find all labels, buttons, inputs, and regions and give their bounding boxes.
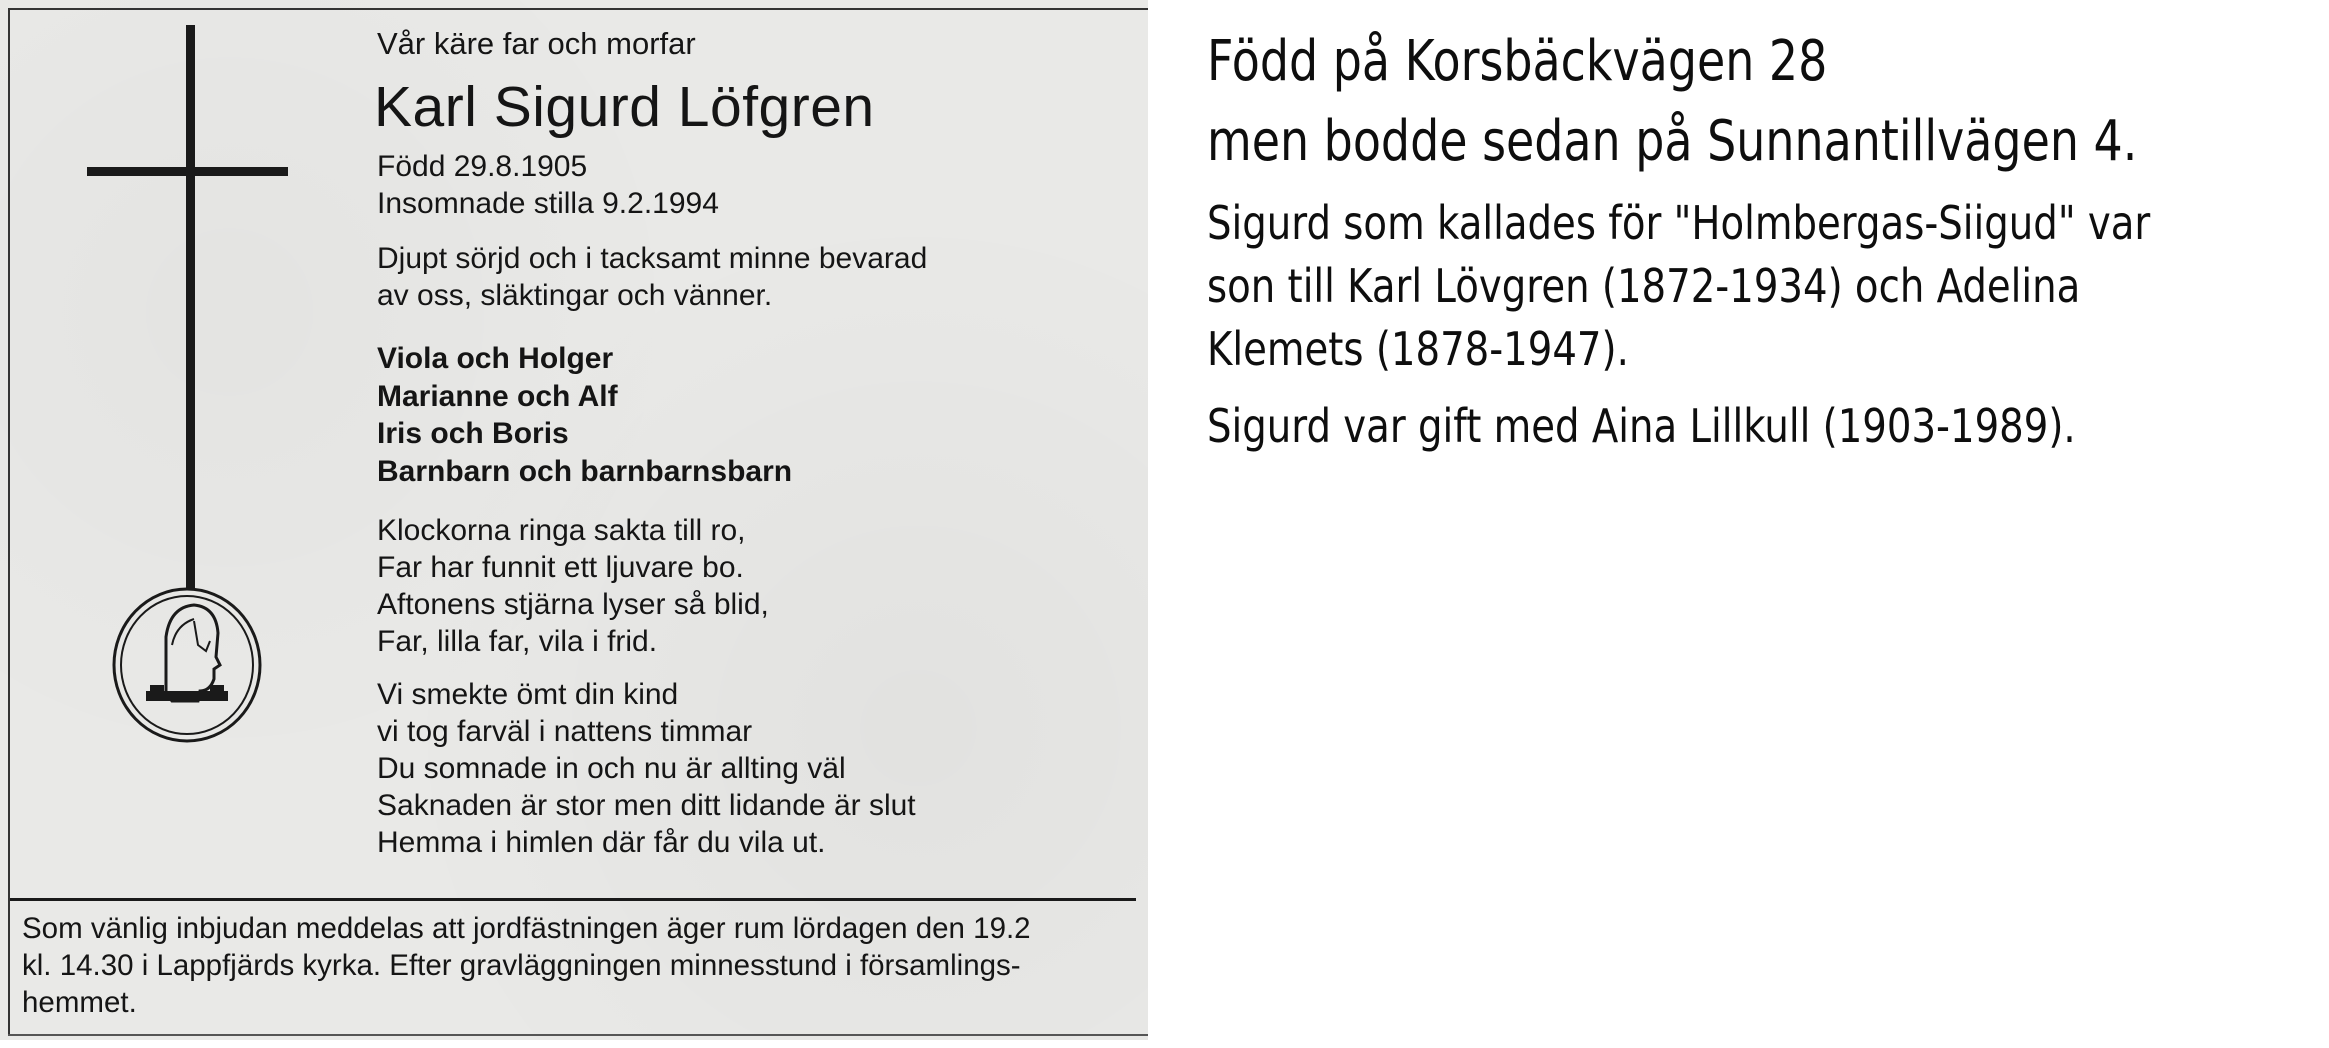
poem-line: Klockorna ringa sakta till ro, bbox=[377, 514, 746, 547]
marriage-line: Sigurd var gift med Aina Lillkull (1903-1989). bbox=[1207, 399, 2076, 453]
poem-line: Hemma i himlen där får du vila ut. bbox=[377, 826, 826, 859]
poem-line: vi tog farväl i nattens timmar bbox=[377, 715, 753, 748]
cross-icon-vertical-beam bbox=[186, 25, 195, 590]
invitation-line: Som vänlig inbjudan meddelas att jordfästningen äger rum lördagen den 19.2 bbox=[22, 912, 1031, 945]
death-date: Insomnade stilla 9.2.1994 bbox=[377, 187, 719, 220]
invitation-line: hemmet. bbox=[22, 986, 137, 1019]
marriage-paragraph bbox=[1207, 395, 2322, 458]
poem-line: Far, lilla far, vila i frid. bbox=[377, 625, 658, 658]
poem-line: Du somnade in och nu är allting väl bbox=[377, 752, 846, 785]
grief-line: av oss, släktingar och vänner. bbox=[377, 279, 773, 312]
poem-line: Saknaden är stor men ditt lidande är slut bbox=[377, 789, 916, 822]
mourners-list bbox=[377, 340, 1117, 490]
birth-date: Född 29.8.1905 bbox=[377, 150, 588, 183]
funeral-invitation bbox=[22, 910, 1148, 1021]
biography-annotation bbox=[1207, 22, 2322, 458]
parents-line: Klemets (1878-1947). bbox=[1207, 322, 1629, 376]
mourner-entry: Barnbarn och barnbarnsbarn bbox=[377, 454, 793, 488]
poem-line: Vi smekte ömt din kind bbox=[377, 678, 679, 711]
notice-divider bbox=[10, 898, 1136, 901]
obituary-clipping bbox=[0, 0, 1148, 1040]
mourning-figure-emblem-icon bbox=[110, 585, 264, 745]
address-heading-line: Född på Korsbäckvägen 28 bbox=[1207, 29, 1828, 94]
poem-line: Far har funnit ett ljuvare bo. bbox=[377, 551, 744, 584]
cross-icon-horizontal-beam bbox=[87, 167, 288, 176]
grief-statement bbox=[377, 240, 1117, 314]
clipping-border-left bbox=[8, 8, 10, 1036]
parents-line: Sigurd som kallades för "Holmbergas-Siigud" var bbox=[1207, 196, 2151, 250]
parents-paragraph bbox=[1207, 192, 2322, 381]
mourner-entry: Iris och Boris bbox=[377, 417, 569, 450]
address-heading-line: men bodde sedan på Sunnantillvägen 4. bbox=[1207, 109, 2138, 174]
deceased-name: Karl Sigurd Löfgren bbox=[374, 75, 875, 139]
clipping-border-bottom bbox=[8, 1034, 1148, 1036]
poem-verse-1 bbox=[377, 512, 1117, 660]
clipping-border-top bbox=[8, 8, 1148, 10]
poem-line: Aftonens stjärna lyser så blid, bbox=[377, 588, 769, 621]
parents-line: son till Karl Lövgren (1872-1934) och Adelina bbox=[1207, 259, 2081, 313]
notice-intro: Vår käre far och morfar bbox=[377, 26, 696, 61]
poem-verse-2 bbox=[377, 676, 1117, 861]
mourner-entry: Viola och Holger bbox=[377, 342, 614, 375]
life-dates bbox=[377, 148, 1117, 222]
grief-line: Djupt sörjd och i tacksamt minne bevarad bbox=[377, 242, 928, 275]
death-notice bbox=[374, 24, 1117, 877]
invitation-line: kl. 14.30 i Lappfjärds kyrka. Efter gravläggningen minnesstund i församlings- bbox=[22, 949, 1021, 982]
mourner-entry: Marianne och Alf bbox=[377, 379, 618, 413]
